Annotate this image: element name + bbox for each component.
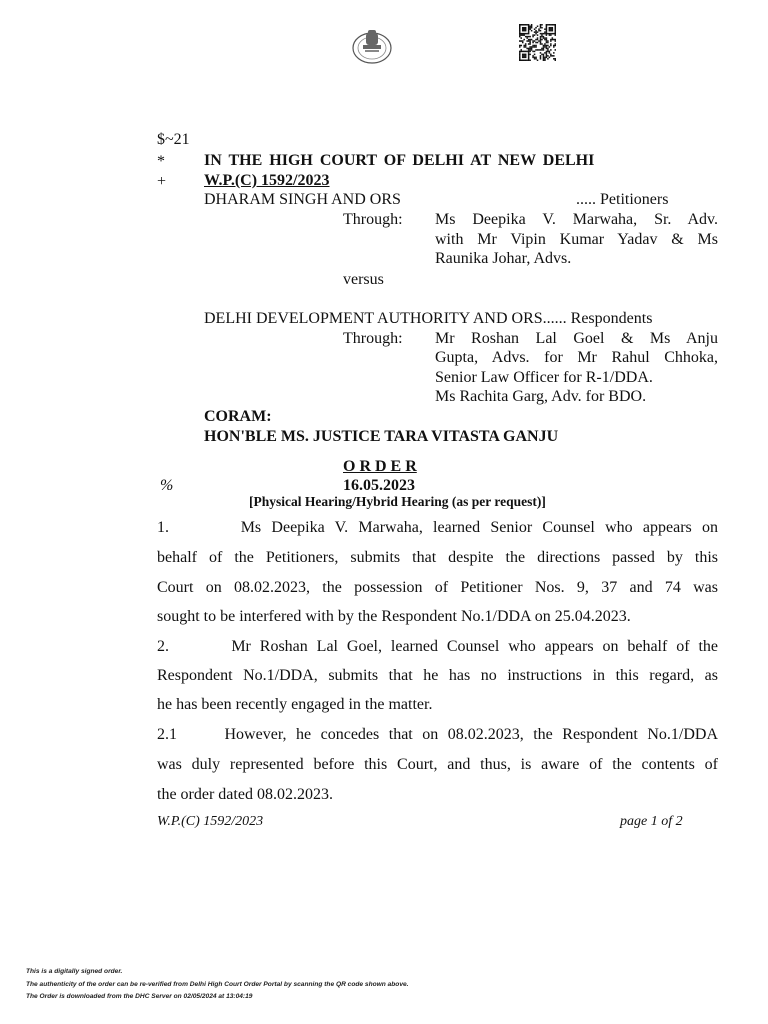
hearing-mode: [Physical Hearing/Hybrid Hearing (as per request)] bbox=[249, 494, 546, 509]
signature-note-line: This is a digitally signed order. bbox=[26, 968, 123, 975]
versus-label: versus bbox=[343, 271, 384, 288]
paragraph-1-line: 1. Ms Deepika V. Marwaha, learned Senior Counsel who appears on bbox=[157, 519, 718, 536]
footer-case-ref: W.P.(C) 1592/2023 bbox=[157, 814, 264, 829]
paragraph-1-line: Court on 08.02.2023, the possession of Petitioner Nos. 9, 37 and 74 was bbox=[157, 579, 718, 596]
through-label-petitioner: Through: bbox=[343, 211, 403, 228]
paragraph-2-line: Respondent No.1/DDA, submits that he has no instructions in this regard, as bbox=[157, 667, 718, 684]
respondent-counsel-line: Gupta, Advs. for Mr Rahul Chhoka, bbox=[435, 349, 718, 366]
qr-code-icon bbox=[519, 24, 556, 61]
footer-page-number: page 1 of 2 bbox=[620, 814, 683, 829]
order-title: O R D E R bbox=[343, 458, 417, 475]
signature-note-line: The authenticity of the order can be re-verified from Delhi High Court Order Portal by scanning the QR code shown above. bbox=[26, 981, 409, 988]
star-mark: * bbox=[157, 153, 165, 170]
petitioner-role: ..... Petitioners bbox=[576, 191, 669, 208]
judge-name: HON'BLE MS. JUSTICE TARA VITASTA GANJU bbox=[204, 428, 559, 445]
paragraph-2-1-line: 2.1 However, he concedes that on 08.02.2023, the Respondent No.1/DDA bbox=[157, 726, 718, 743]
plus-mark: + bbox=[157, 173, 167, 190]
petitioner-name: DHARAM SINGH AND ORS bbox=[204, 191, 401, 208]
petitioner-counsel-line: with Mr Vipin Kumar Yadav & Ms bbox=[435, 231, 718, 248]
respondent-counsel-line: Senior Law Officer for R-1/DDA. bbox=[435, 369, 653, 386]
court-title: IN THE HIGH COURT OF DELHI AT NEW DELHI bbox=[204, 152, 595, 169]
paragraph-1-line: behalf of the Petitioners, submits that despite the directions passed by this bbox=[157, 549, 718, 566]
petitioner-counsel-line: Raunika Johar, Advs. bbox=[435, 250, 572, 267]
percent-mark: % bbox=[160, 477, 174, 494]
state-emblem-icon bbox=[351, 24, 393, 66]
paragraph-2-1-line: the order dated 08.02.2023. bbox=[157, 786, 333, 803]
respondent-counsel-line: Ms Rachita Garg, Adv. for BDO. bbox=[435, 388, 647, 405]
paragraph-2-1-line: was duly represented before this Court, and thus, is aware of the contents of bbox=[157, 756, 718, 773]
through-label-respondent: Through: bbox=[343, 330, 403, 347]
paragraph-1-line: sought to be interfered with by the Respondent No.1/DDA on 25.04.2023. bbox=[157, 608, 631, 625]
signature-note-line: The Order is downloaded from the DHC Server on 02/05/2024 at 13:04:19 bbox=[26, 993, 253, 1000]
respondent-name: DELHI DEVELOPMENT AUTHORITY AND ORS...... Respondents bbox=[204, 310, 653, 327]
paragraph-2-line: he has been recently engaged in the matter. bbox=[157, 696, 433, 713]
order-date: 16.05.2023 bbox=[343, 477, 415, 494]
case-number: W.P.(C) 1592/2023 bbox=[204, 172, 330, 189]
list-code: $~21 bbox=[157, 131, 190, 148]
paragraph-2-line: 2. Mr Roshan Lal Goel, learned Counsel who appears on behalf of the bbox=[157, 638, 718, 655]
coram-label: CORAM: bbox=[204, 408, 272, 425]
respondent-counsel-line: Mr Roshan Lal Goel & Ms Anju bbox=[435, 330, 718, 347]
petitioner-counsel-line: Ms Deepika V. Marwaha, Sr. Adv. bbox=[435, 211, 718, 228]
